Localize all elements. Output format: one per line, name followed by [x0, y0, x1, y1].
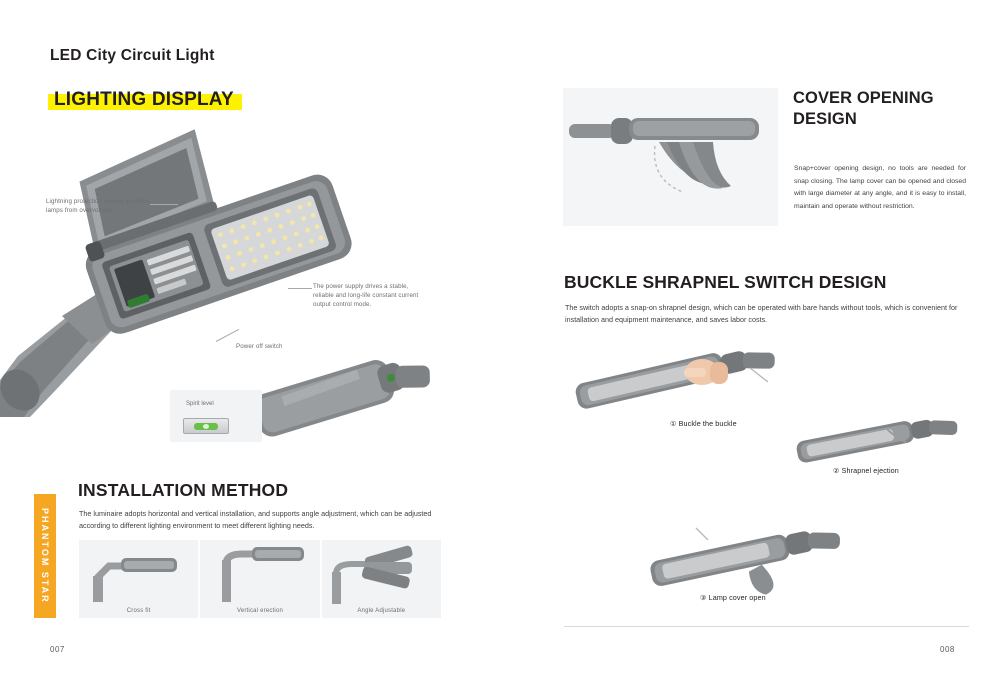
installation-item-cross-fit	[79, 540, 198, 618]
callout-line-1	[150, 204, 178, 205]
spirit-level-icon	[183, 418, 229, 434]
right-page	[500, 0, 1000, 683]
spirit-level-label: Spirit level	[186, 401, 214, 407]
page-title: LED City Circuit Light	[50, 47, 215, 64]
angle-adjustable-illustration	[322, 546, 440, 604]
step-caption-2: ② Shrapnel ejection	[833, 466, 899, 475]
callout-line-2	[288, 288, 312, 289]
lamp-assembled-illustration	[246, 352, 456, 450]
installation-caption-1: Vertical erection	[236, 608, 284, 614]
lighting-display-heading	[50, 88, 238, 113]
cover-opening-svg	[563, 88, 778, 226]
side-tab-phantom-star: PHANTOM STAR	[34, 494, 56, 618]
callout-power-off-switch: Power off switch	[236, 343, 283, 350]
installation-caption-0: Cross fit	[126, 608, 151, 614]
installation-item-angle-adjustable	[322, 540, 441, 618]
step-1-illustration	[564, 338, 804, 408]
installation-method-grid	[79, 540, 441, 618]
cross-fit-illustration	[79, 546, 197, 604]
cover-opening-description: Snap+cover opening design, no tools are needed for snap closing. The lamp cover can be opened and closed with large diameter at any angle, and it is easy to install, maintain and operate without restriction.	[794, 165, 966, 210]
step-3-svg	[640, 520, 870, 594]
spirit-level-panel	[170, 390, 262, 442]
step-2-illustration	[790, 408, 975, 470]
step-caption-1: ① Buckle the buckle	[670, 419, 737, 428]
cover-opening-heading: COVER OPENING DESIGN	[793, 89, 934, 128]
step-2-svg	[790, 408, 975, 470]
step-1-svg	[564, 338, 804, 408]
vertical-erection-illustration	[200, 544, 318, 602]
step-3-illustration	[640, 520, 870, 594]
spirit-vial	[194, 423, 218, 430]
page-number-left: 007	[50, 645, 65, 654]
buckle-shrapnel-description: The switch adopts a snap-on shrapnel design, which can be operated with bare hands without tools, which is convenient for installation and equipment maintenance, and saves labor costs.	[565, 303, 958, 324]
lamp-assembled-svg	[246, 352, 456, 450]
lighting-display-heading-text: LIGHTING DISPLAY	[54, 89, 234, 110]
cover-opening-illustration	[563, 88, 778, 226]
step-caption-3: ③ Lamp cover open	[700, 593, 766, 602]
installation-item-vertical-erection	[200, 540, 319, 618]
installation-method-description: The luminaire adopts horizontal and vertical installation, and supports angle adjustment, which can be adjusted according to different lighting environment to meet different lighting needs.	[79, 509, 432, 530]
callout-power-supply: The power supply drives a stable, reliable and long-life constant current output control mode.	[313, 283, 419, 308]
callout-lightning-protection: Lightning protection module protects lamps from overvoltage	[46, 198, 150, 214]
bottom-divider	[564, 626, 969, 627]
buckle-shrapnel-heading: BUCKLE SHRAPNEL SWITCH DESIGN	[564, 272, 887, 292]
installation-caption-2: Angle Adjustable	[357, 608, 406, 614]
installation-method-heading: INSTALLATION METHOD	[78, 480, 289, 500]
page-number-right: 008	[940, 645, 955, 654]
